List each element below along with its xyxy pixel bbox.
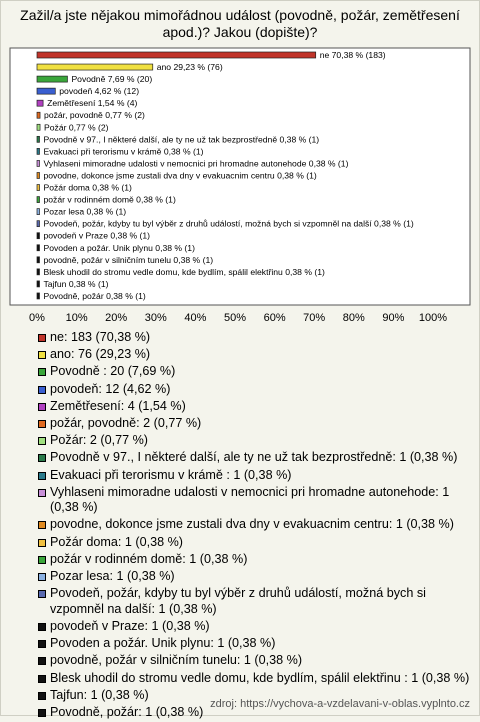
bar-3 [37,76,67,82]
legend-swatch [38,472,46,480]
bar-label-7: Požár 0,77 % (2) [44,122,109,133]
legend-label: povodne, dokonce jsme zustali dva dny v evakuacnim centru: 1 (0,38 %) [50,517,454,532]
legend-swatch [38,573,46,581]
x-tick-label: 40% [184,312,207,324]
x-tick-label: 50% [223,312,247,324]
bar-label-4: povodeň 4,62 % (12) [59,86,140,97]
bar-label-3: Povodně 7,69 % (20) [71,74,153,85]
bar-label-19: Blesk uhodil do stromu vedle domu, kde bydlím, spálil elektřinu 0,38 % (1) [43,266,325,277]
legend-swatch [38,368,46,376]
legend-item [37,330,473,346]
bar-label-14: Pozar lesa 0,38 % (1) [43,206,127,217]
bar-8 [37,136,40,142]
legend-label: Evakuaci při terorismu v krámě : 1 (0,38 %) [50,467,292,482]
legend-label: požár v rodinném domě: 1 (0,38 %) [50,551,248,566]
bar-14 [37,209,40,215]
legend-item [37,382,473,398]
legend-item [37,517,473,533]
legend-label: povodeň: 12 (4,62 %) [50,381,171,396]
legend-label: Vyhlaseni mimoradne udalosti v nemocnici pri hromadne autonehode: 1 (0,38 %) [50,484,450,515]
bar-10 [37,160,40,166]
x-tick-label: 10% [65,312,88,324]
legend-swatch [38,334,46,342]
legend-item [37,347,473,363]
bar-12 [37,185,40,191]
legend-label: Zemětřesení: 4 (1,54 %) [50,398,186,413]
x-tick-label: 60% [263,312,286,324]
legend-label: Povodně, požár: 1 (0,38 %) [50,704,204,719]
legend-item [37,586,473,617]
legend-label: požár, povodně: 2 (0,77 %) [50,415,202,430]
legend-label: ne: 183 (70,38 %) [50,330,151,344]
legend-item [37,671,473,687]
legend-label: povodně, požár v silničním tunelu: 1 (0,38 %) [50,653,303,668]
legend-swatch [38,539,46,547]
legend-swatch [38,454,46,462]
legend-item [37,399,473,415]
bar-label-6: požár, povodně 0,77 % (2) [44,110,145,121]
bar-label-11: povodne, dokonce jsme zustali dva dny v evakuacnim centru 0,38 % (1) [43,170,317,181]
legend-label: Pozar lesa: 1 (0,38 %) [50,569,175,584]
legend-swatch [38,590,46,598]
legend-swatch [38,351,46,359]
legend-label: Požár doma: 1 (0,38 %) [50,534,183,549]
legend-label: Povodně v 97., I některé další, ale ty ne už tak bezprostředně: 1 (0,38 %) [50,450,458,465]
bar-6 [37,112,40,118]
x-tick-label: 30% [144,312,167,324]
legend-label: Tajfun: 1 (0,38 %) [50,687,149,702]
legend-item [37,364,473,380]
legend-item [37,636,473,652]
chart-title: Zažil/a jste nějakou mimořádnou událost (povodně, požár, zemětřesení apod.)? Jakou (dopište)? [20,7,460,40]
bar-label-20: Tajfun 0,38 % (1) [43,278,109,289]
legend-label: ano: 76 (29,23 %) [50,347,151,362]
bar-9 [37,148,40,154]
x-tick-label: 90% [382,312,405,324]
bar-20 [37,281,40,287]
legend-label: Požár: 2 (0,77 %) [50,433,148,448]
legend-swatch [38,420,46,428]
bar-11 [37,172,40,178]
bar-15 [37,221,40,227]
legend-swatch [38,640,46,648]
legend-swatch [38,556,46,564]
legend-label: Povodeň, požár, kdyby tu byl výběr z druhů událostí, možná bych si vzpomněl na další: 1 (0,38 %) [50,586,426,616]
bar-label-16: povodeň v Praze 0,38 % (1) [43,230,151,241]
bar-7 [37,124,40,130]
legend-label: Blesk uhodil do stromu vedle domu, kde bydlím, spálil elektřinu : 1 (0,38 %) [50,670,470,685]
bar-label-1: ne 70,38 % (183) [319,50,386,60]
legend-swatch [38,521,46,529]
bar-label-21: Povodně, požár 0,38 % (1) [43,290,146,301]
x-tick-label: 0% [29,312,45,324]
legend-swatch [38,675,46,683]
x-tick-label: 100% [418,312,448,324]
legend-swatch [38,489,46,497]
bar-18 [37,257,40,263]
legend-item [37,535,473,551]
bar-label-10: Vyhlaseni mimoradne udalosti v nemocnici pri hromadne autonehode 0,38 % (1) [43,158,349,169]
bar-21 [37,293,40,299]
bar-chart-plot [0,0,480,330]
legend-swatch [38,437,46,445]
legend-swatch [38,623,46,631]
legend-label: povodeň v Praze: 1 (0,38 %) [50,619,210,633]
bar-17 [37,245,40,251]
legend-item [37,552,473,568]
legend-item [37,416,473,432]
source-note: zdroj: https://vychova-a-vzdelavani-v-oblas.vyplnto.cz [210,698,470,710]
bar-label-13: požár v rodinném domě 0,38 % (1) [43,194,176,205]
legend-item [37,569,473,585]
bar-13 [37,197,40,203]
bar-label-2: ano 29,23 % (76) [156,62,223,73]
bar-label-15: Povodeň, požár, kdyby tu byl výběr z druhů událostí, možná bych si vzpomněl na další 0,38 % (1) [43,218,414,229]
bar-1 [37,52,316,58]
bar-label-5: Zemětřesení 1,54 % (4) [47,98,138,109]
bar-label-17: Povoden a požár. Unik plynu 0,38 % (1) [43,242,195,253]
bar-label-9: Evakuaci při terorismu v krámě 0,38 % (1) [43,146,204,157]
bar-label-18: povodně, požár v silničním tunelu 0,38 % (1) [43,254,214,265]
bar-label-12: Požár doma 0,38 % (1) [43,182,132,193]
legend-item [37,485,473,516]
bar-2 [37,64,153,70]
legend-item [37,450,473,466]
x-tick-label: 80% [342,312,365,324]
bar-5 [37,100,43,106]
x-tick-label: 20% [105,312,128,324]
x-tick-label: 70% [303,312,326,324]
legend-item [37,468,473,484]
legend-swatch [38,657,46,665]
legend-item [37,619,473,635]
bar-4 [37,88,55,94]
legend-item [37,653,473,669]
legend-item [37,433,473,449]
legend-swatch [38,403,46,411]
chart-legend [37,330,473,722]
legend-label: Povoden a požár. Unik plynu: 1 (0,38 %) [50,636,276,651]
legend-label: Povodně : 20 (7,69 %) [50,364,176,379]
legend-swatch [38,386,46,394]
bar-label-8: Povodně v 97., I některé další, ale ty ne už tak bezprostředně 0,38 % (1) [43,134,320,145]
bar-19 [37,269,40,275]
bar-16 [37,233,40,239]
legend-swatch [38,692,46,700]
